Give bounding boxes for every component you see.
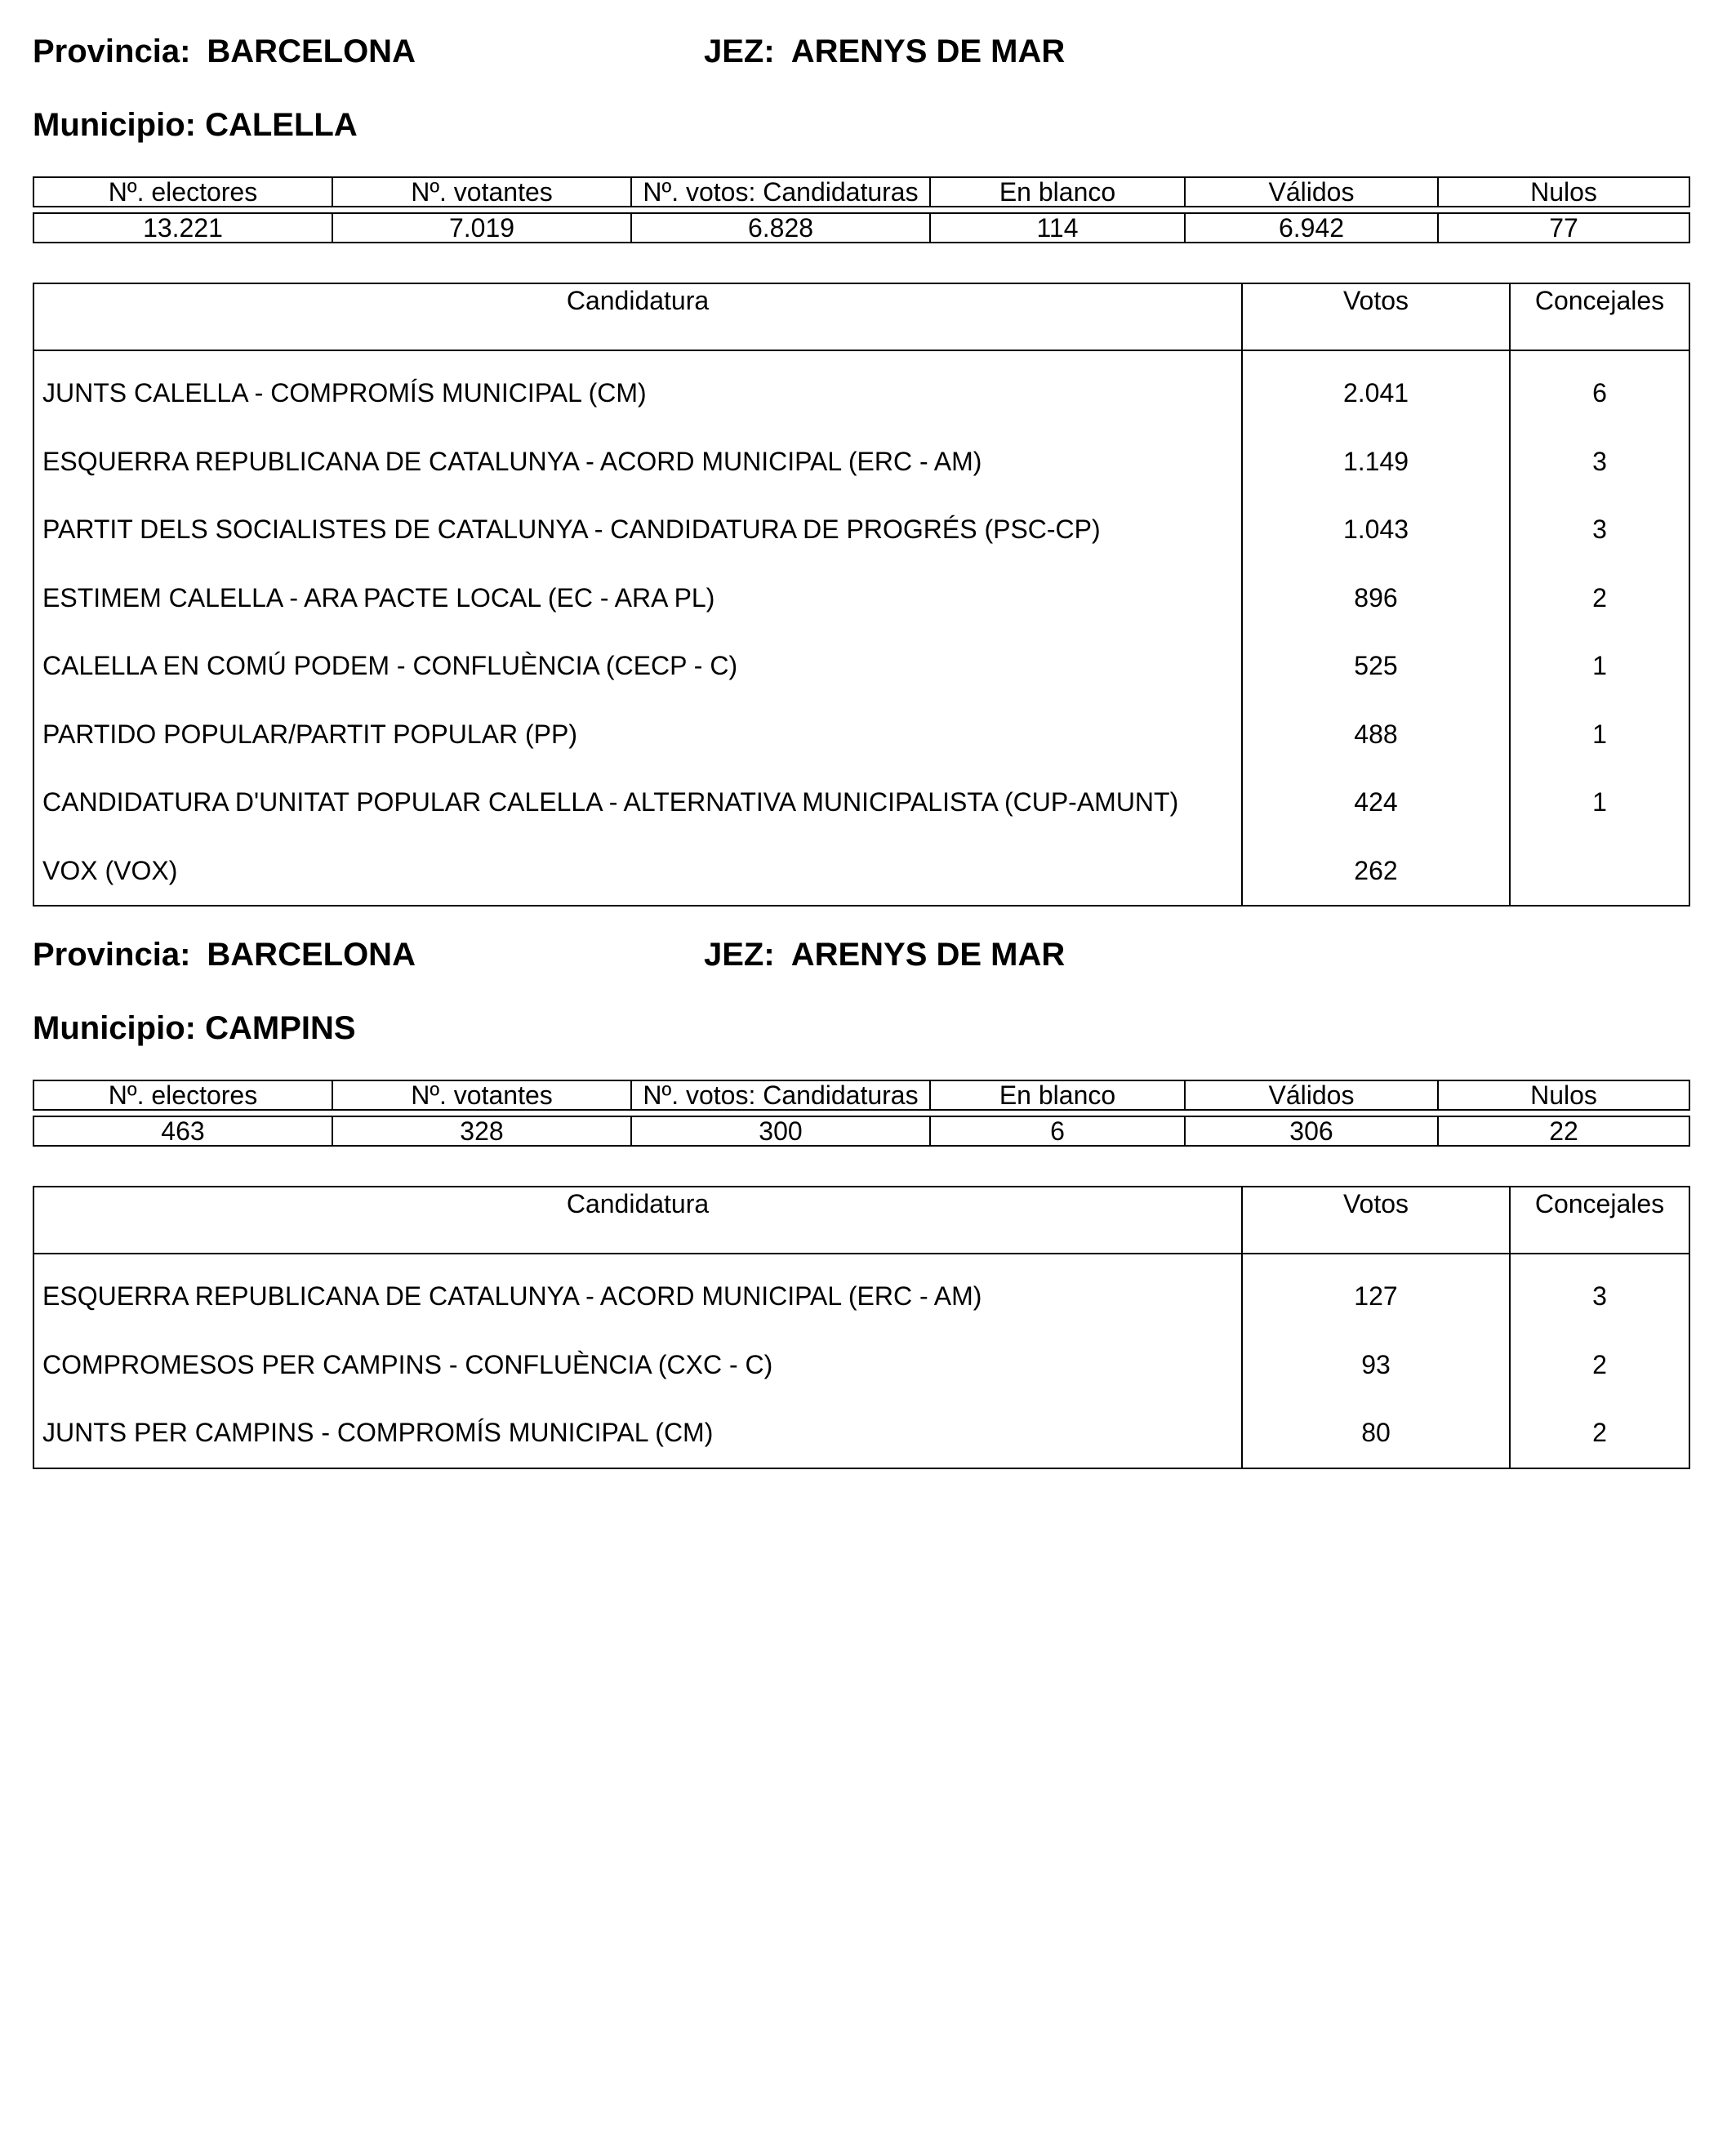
- provincia-label: Provincia:: [33, 33, 191, 69]
- summary-header: Válidos: [1185, 1080, 1438, 1110]
- concejales-header: Concejales: [1510, 1187, 1689, 1254]
- candidaturas-header-row: [33, 283, 1689, 350]
- municipio-value: CAMPINS: [205, 1010, 356, 1046]
- candidaturas-table: [33, 283, 1690, 906]
- candidaturas-header-row: [33, 1187, 1689, 1254]
- summary-header: Nº. votantes: [332, 1080, 631, 1110]
- candidatura-name: ESQUERRA REPUBLICANA DE CATALUNYA - ACORD MUNICIPAL (ERC - AM): [33, 428, 1242, 497]
- summary-value: 6.942: [1185, 213, 1438, 243]
- table-row: [33, 1254, 1689, 1331]
- table-row: [33, 701, 1689, 769]
- municipio-label: Municipio:: [33, 1010, 196, 1046]
- candidatura-concejales: 3: [1510, 428, 1689, 497]
- summary-header: Válidos: [1185, 177, 1438, 207]
- candidatura-concejales: [1510, 837, 1689, 906]
- candidatura-concejales: 1: [1510, 768, 1689, 837]
- provincia-value: BARCELONA: [207, 33, 416, 69]
- candidatura-concejales: 1: [1510, 632, 1689, 701]
- candidatura-concejales: 2: [1510, 1331, 1689, 1400]
- candidatura-concejales: 1: [1510, 701, 1689, 769]
- jez-value: ARENYS DE MAR: [790, 33, 1066, 69]
- summary-value: 22: [1438, 1116, 1689, 1146]
- summary-value-row: [33, 213, 1689, 243]
- provincia-heading: [33, 33, 416, 70]
- municipio-value: CALELLA: [205, 107, 358, 143]
- candidatura-name: PARTIT DELS SOCIALISTES DE CATALUNYA - CANDIDATURA DE PROGRÉS (PSC-CP): [33, 496, 1242, 564]
- summary-value: 306: [1185, 1116, 1438, 1146]
- candidatura-concejales: 6: [1510, 350, 1689, 428]
- summary-value: 114: [930, 213, 1185, 243]
- summary-value: 77: [1438, 213, 1689, 243]
- summary-value: 13.221: [33, 213, 332, 243]
- summary-header-row: [33, 177, 1689, 207]
- table-row: [33, 837, 1689, 906]
- candidatura-name: CANDIDATURA D'UNITAT POPULAR CALELLA - ALTERNATIVA MUNICIPALISTA (CUP-AMUNT): [33, 768, 1242, 837]
- candidatura-votos: 262: [1242, 837, 1510, 906]
- table-row: [33, 564, 1689, 633]
- jez-value: ARENYS DE MAR: [790, 937, 1066, 973]
- candidatura-votos: 1.149: [1242, 428, 1510, 497]
- candidatura-votos: 424: [1242, 768, 1510, 837]
- candidatura-concejales: 2: [1510, 1399, 1689, 1468]
- provincia-heading: [33, 936, 416, 973]
- votos-header: Votos: [1242, 1187, 1510, 1254]
- summary-value: 463: [33, 1116, 332, 1146]
- municipio-heading: [33, 106, 358, 144]
- candidatura-header: Candidatura: [33, 283, 1242, 350]
- row-spacer: [33, 1110, 1689, 1116]
- table-row: [33, 428, 1689, 497]
- candidatura-name: COMPROMESOS PER CAMPINS - CONFLUÈNCIA (CXC - C): [33, 1331, 1242, 1400]
- candidatura-name: ESTIMEM CALELLA - ARA PACTE LOCAL (EC - ARA PL): [33, 564, 1242, 633]
- municipio-heading: [33, 1009, 356, 1047]
- candidatura-votos: 1.043: [1242, 496, 1510, 564]
- candidatura-votos: 93: [1242, 1331, 1510, 1400]
- summary-header: Nº. votos: Candidaturas: [631, 177, 930, 207]
- summary-header-row: [33, 1080, 1689, 1110]
- summary-table: [33, 176, 1690, 243]
- candidatura-votos: 525: [1242, 632, 1510, 701]
- summary-value: 6.828: [631, 213, 930, 243]
- summary-value: 7.019: [332, 213, 631, 243]
- votos-header: Votos: [1242, 283, 1510, 350]
- candidatura-votos: 127: [1242, 1254, 1510, 1331]
- candidatura-concejales: 2: [1510, 564, 1689, 633]
- concejales-header: Concejales: [1510, 283, 1689, 350]
- candidaturas-table: [33, 1186, 1690, 1469]
- jez-label: JEZ:: [704, 937, 775, 973]
- candidatura-header: Candidatura: [33, 1187, 1242, 1254]
- candidatura-votos: 2.041: [1242, 350, 1510, 428]
- candidatura-name: PARTIDO POPULAR/PARTIT POPULAR (PP): [33, 701, 1242, 769]
- table-row: [33, 632, 1689, 701]
- candidatura-name: JUNTS PER CAMPINS - COMPROMÍS MUNICIPAL (CM): [33, 1399, 1242, 1468]
- candidatura-name: JUNTS CALELLA - COMPROMÍS MUNICIPAL (CM): [33, 350, 1242, 428]
- summary-value: 300: [631, 1116, 930, 1146]
- summary-header: Nº. votantes: [332, 177, 631, 207]
- provincia-value: BARCELONA: [207, 937, 416, 973]
- table-row: [33, 350, 1689, 428]
- summary-table: [33, 1080, 1690, 1147]
- table-row: [33, 496, 1689, 564]
- summary-header: Nulos: [1438, 1080, 1689, 1110]
- candidatura-name: ESQUERRA REPUBLICANA DE CATALUNYA - ACORD MUNICIPAL (ERC - AM): [33, 1254, 1242, 1331]
- candidatura-concejales: 3: [1510, 1254, 1689, 1331]
- row-spacer: [33, 207, 1689, 213]
- candidatura-name: VOX (VOX): [33, 837, 1242, 906]
- jez-label: JEZ:: [704, 33, 775, 69]
- summary-value: 6: [930, 1116, 1185, 1146]
- candidatura-votos: 80: [1242, 1399, 1510, 1468]
- summary-header: Nulos: [1438, 177, 1689, 207]
- candidatura-votos: 488: [1242, 701, 1510, 769]
- jez-heading: [704, 33, 1065, 70]
- summary-header: Nº. votos: Candidaturas: [631, 1080, 930, 1110]
- provincia-label: Provincia:: [33, 937, 191, 973]
- table-row: [33, 1331, 1689, 1400]
- summary-header: Nº. electores: [33, 1080, 332, 1110]
- jez-heading: [704, 936, 1065, 973]
- candidatura-concejales: 3: [1510, 496, 1689, 564]
- summary-header: Nº. electores: [33, 177, 332, 207]
- candidatura-votos: 896: [1242, 564, 1510, 633]
- table-row: [33, 768, 1689, 837]
- candidatura-name: CALELLA EN COMÚ PODEM - CONFLUÈNCIA (CECP - C): [33, 632, 1242, 701]
- summary-value: 328: [332, 1116, 631, 1146]
- summary-header: En blanco: [930, 1080, 1185, 1110]
- summary-header: En blanco: [930, 177, 1185, 207]
- municipio-label: Municipio:: [33, 107, 196, 143]
- table-row: [33, 1399, 1689, 1468]
- summary-value-row: [33, 1116, 1689, 1146]
